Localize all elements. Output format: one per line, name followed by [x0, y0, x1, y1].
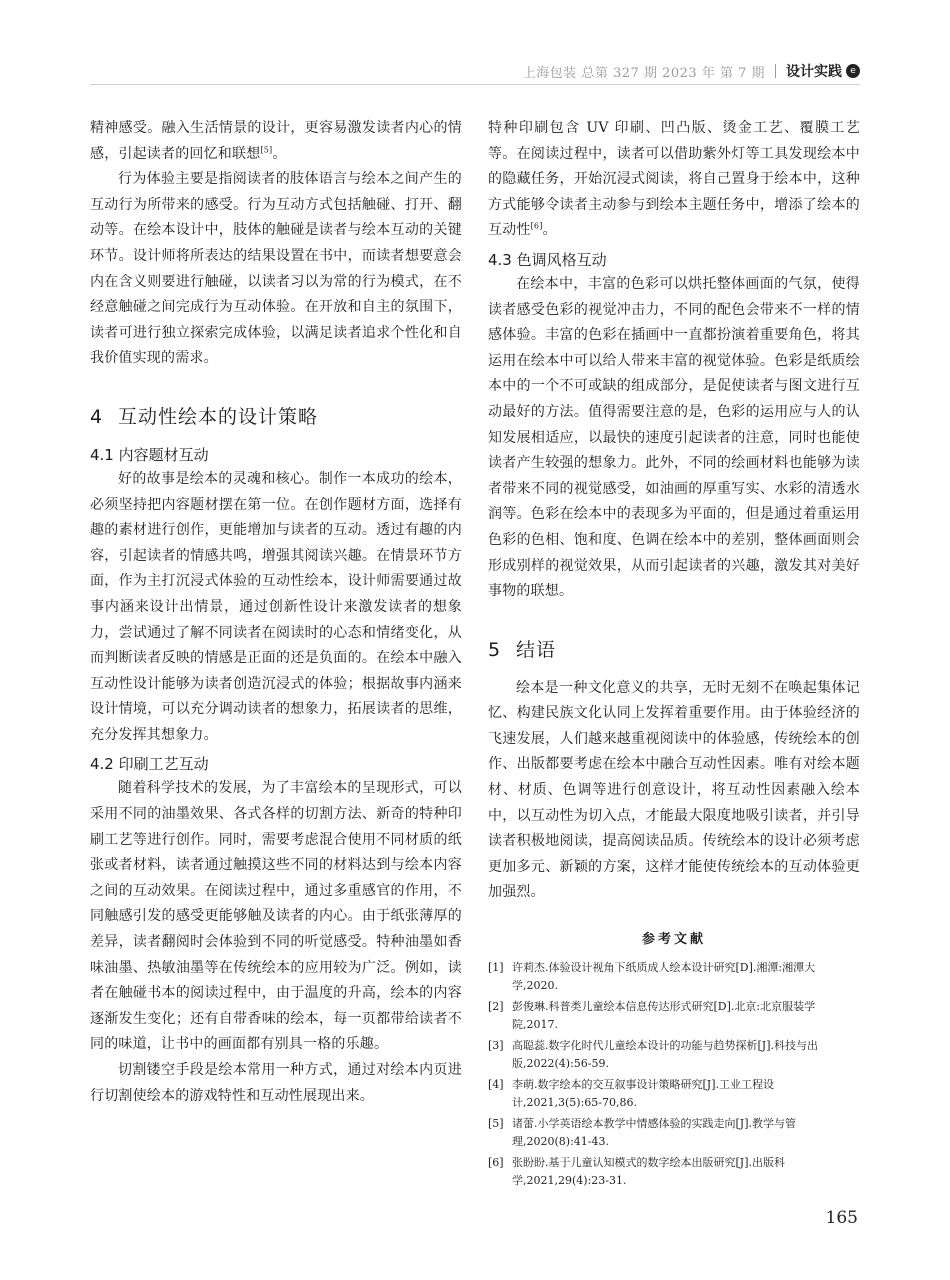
paragraph-special-printing: 特种印刷包含 UV 印刷、凹凸版、烫金工艺、覆膜工艺等。在阅读过程中，读者可以借助紫外灯等工具发现绘本中的隐藏任务，开始沉浸式阅读，将自己置身于绘本中，这种方式能够令读者主动参与到绘本主题任务中，增添了绘本的互动性[6]。: [488, 120, 860, 239]
references-list: [488, 959, 860, 1190]
reference-item: [2] 彭俊琳.科普类儿童绘本信息传达形式研究[D].北京:北京服装学院,2017.: [488, 1000, 816, 1032]
subsection-heading-4-3: 4.3 色调风格互动: [488, 250, 607, 269]
references-title: 参考文献: [641, 932, 706, 948]
journal-logo-icon: e: [846, 64, 860, 78]
page-number: 165: [825, 1208, 858, 1228]
reference-item: [1] 许莉杰.体验设计视角下纸质成人绘本设计研究[D].湘潭:湘潭大学,2020.: [488, 961, 816, 993]
paragraph-content-interaction: 好的故事是绘本的灵魂和核心。制作一本成功的绘本，必须坚持把内容题材摆在第一位。在创作题材方面，选择有趣的素材进行创作，更能增加与读者的互动。透过有趣的内容，引起读者的情感共鸣，增强其阅读兴趣。在情景环节方面，作为主打沉浸式体验的互动性绘本，设计师需要通过故事内涵来设计出情景，通过创新性设计来激发读者的想象力，尝试通过了解不同读者在阅读时的心态和情绪变化，从而判断读者反映的情感是正面的还是负面的。在绘本中融入互动性设计能够为读者创造沉浸式的体验；根据故事内涵来设计情境，可以充分调动读者的想象力，拓展读者的思维，充分发挥其想象力。: [90, 470, 462, 743]
reference-item: [6] 张盼盼.基于儿童认知模式的数字绘本出版研究[J].出版科学,2021,29(4):23-31.: [488, 1156, 785, 1188]
running-header: [90, 60, 860, 82]
reference-item: [4] 李萌.数字绘本的交互叙事设计策略研究[J].工业工程设计,2021,3(5):65-70,86.: [488, 1078, 774, 1110]
paragraph-conclusion: 绘本是一种文化意义的共享，无时无刻不在唤起集体记忆、构建民族文化认同上发挥着重要作用。由于体验经济的飞速发展，人们越来越重视阅读中的体验感，传统绘本的创作、出版都要考虑在绘本中融合互动性因素。唯有对绘本题材、材质、色调等进行创意设计，将互动性因素融入绘本中，以互动性为切入点，才能最大限度地吸引读者，并引导读者积极地阅读，提高阅读品质。传统绘本的设计必须考虑更加多元、新颖的方案，这样才能使传统绘本的互动体验更加强烈。: [488, 679, 860, 901]
subsection-heading-4-1: 4.1 内容题材互动: [90, 445, 209, 464]
subsection-heading-4-2: 4.2 印刷工艺互动: [90, 755, 209, 774]
header-divider: [775, 64, 776, 78]
section-heading-5: 5 结语: [488, 638, 557, 661]
section-heading-4: 4 互动性绘本的设计策略: [90, 405, 319, 428]
journal-info: 上海包装 总第 327 期 2023 年 第 7 期: [522, 65, 765, 81]
paragraph-emotion: 精神感受。融入生活情景的设计，更容易激发读者内心的情感，引起读者的回忆和联想[5]。: [90, 120, 462, 162]
right-column: [488, 116, 860, 1193]
paragraph-color-interaction: 在绘本中，丰富的色彩可以烘托整体画面的气氛，使得读者感受色彩的视觉冲击力，不同的配色会带来不一样的情感体验。丰富的色彩在插画中一直都扮演着重要角色，将其运用在绘本中可以给人带来丰富的视觉体验。色彩是纸质绘本中的一个不可或缺的组成部分，是促使读者与图文进行互动最好的方法。值得需要注意的是，色彩的运用应与人的认知发展相适应，以最快的速度引起读者的注意，同时也能使读者产生较强的想象力。此外，不同的绘画材料也能够为读者带来不同的视觉感受，如油画的厚重写实、水彩的清透水润等。色彩在绘本中的表现多为平面的，但是通过着重运用色彩的色相、饱和度、色调在绘本中的差别，整体画面则会形成别样的视觉效果，从而引起读者的兴趣，激发其对美好事物的联想。: [488, 275, 860, 600]
paragraph-behavior: 行为体验主要是指阅读者的肢体语言与绘本之间产生的互动行为所带来的感受。行为互动方式包括触碰、打开、翻动等。在绘本设计中，肢体的触碰是读者与绘本互动的关键环节。设计师将所表达的结果设置在书中，而读者想要意会内在含义则要进行触碰，以读者习以为常的行为模式，在不经意触碰之间完成行为互动体验。在开放和自主的氛围下，读者可进行独立探索完成体验，以满足读者追求个性化和自我价值实现的需求。: [90, 171, 462, 367]
paragraph-cutting: 切割镂空手段是绘本常用一种方式，通过对绘本内页进行切割使绘本的游戏特性和互动性展现出来。: [90, 1062, 462, 1104]
reference-item: [3] 高聪蕊.数字化时代儿童绘本设计的功能与趋势探析[J].科技与出版,2022(4):56-59.: [488, 1039, 818, 1071]
left-column: [90, 116, 462, 1109]
reference-item: [5] 诸蕾.小学英语绘本教学中情感体验的实践走向[J].教学与管理,2020(8):41-43.: [488, 1117, 796, 1149]
header-rule: [90, 84, 860, 85]
paragraph-printing-interaction: 随着科学技术的发展，为了丰富绘本的呈现形式，可以采用不同的油墨效果、各式各样的切割方法、新奇的特种印刷工艺等进行创作。同时，需要考虑混合使用不同材质的纸张或者材料，读者通过触摸这些不同的材料达到与绘本内容之间的互动效果。在阅读过程中，通过多重感官的作用，不同触感引发的感受更能够触及读者的内心。由于纸张薄厚的差异，读者翻阅时会体验到不同的听觉感受。特种油墨如香味油墨、热敏油墨等在传统绘本的应用较为广泛。例如，读者在触碰书本的阅读过程中，由于温度的升高，绘本的内容逐渐发生变化；还有自带香味的绘本，每一页都带给读者不同的味道，让书中的画面都有别具一格的乐趣。: [90, 780, 462, 1053]
section-label: 设计实践: [786, 64, 842, 80]
citation: [5]: [260, 144, 273, 154]
citation: [6]: [530, 221, 543, 231]
